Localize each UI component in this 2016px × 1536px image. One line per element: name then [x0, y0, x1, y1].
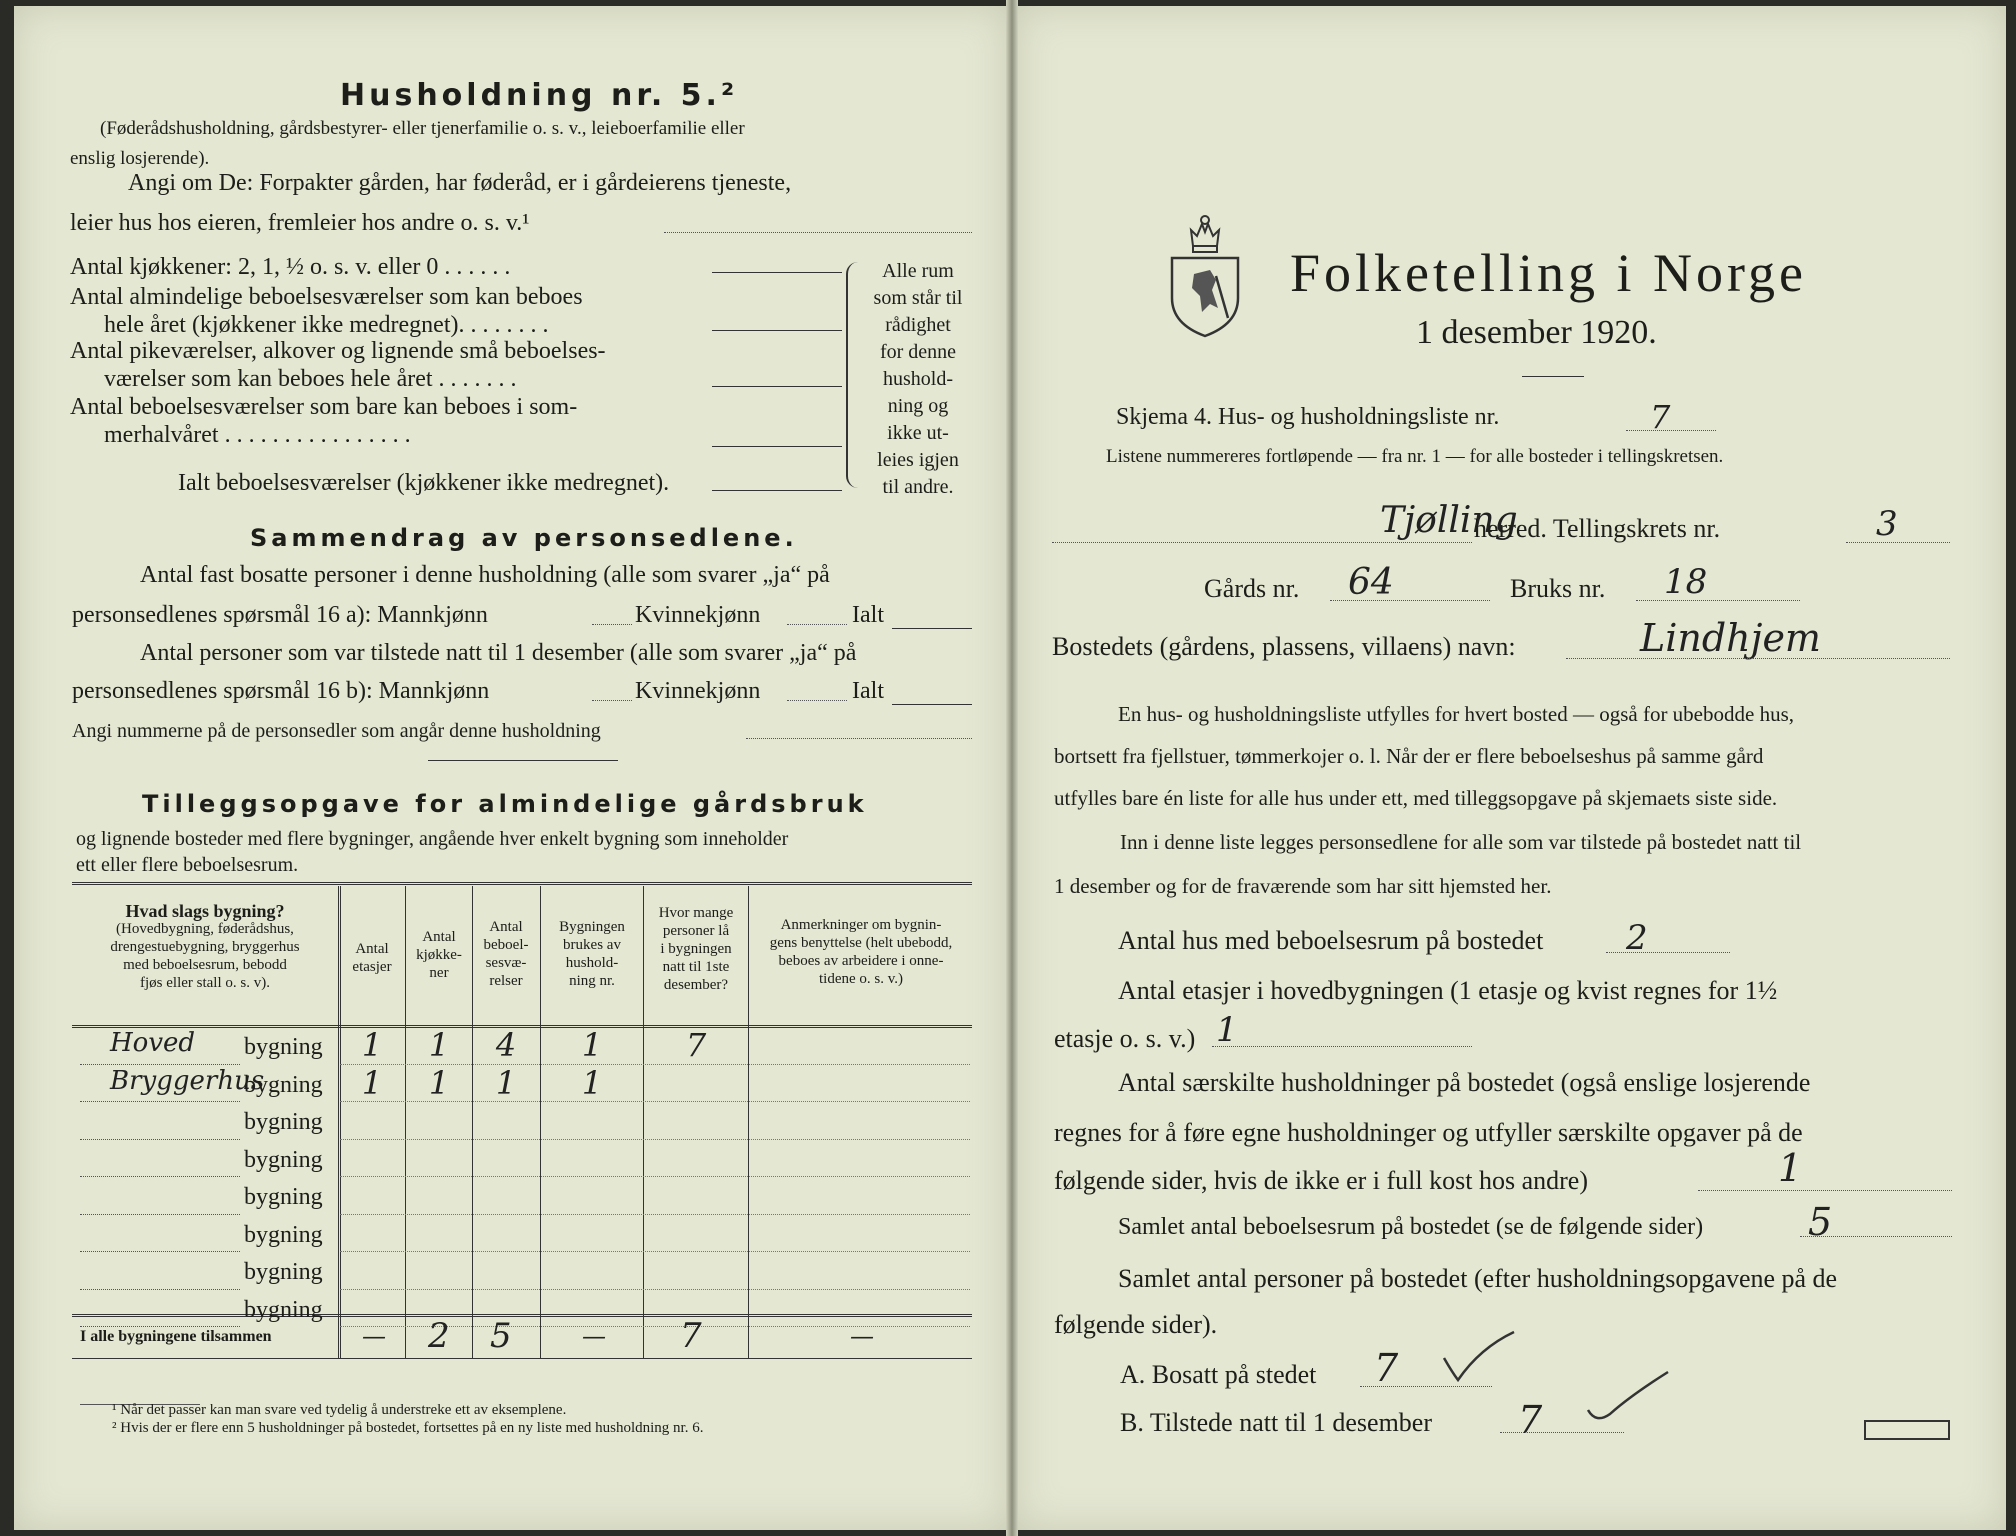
building-name-line	[80, 1251, 240, 1252]
col-header-line: etasjer	[352, 959, 392, 975]
bygning-label: bygning	[244, 1184, 323, 1210]
bygning-label: bygning	[244, 1109, 323, 1135]
para1-line1: En hus- og husholdningsliste utfylles for hvert bosted — også for ubebodde hus,	[1118, 702, 1794, 726]
alm-line1: Antal almindelige beboelsesværelser som kan beboes	[70, 284, 583, 310]
bruks-line	[1636, 600, 1800, 601]
brace-note-line: ikke ut-	[887, 422, 949, 444]
total-personer: 7	[680, 1316, 702, 1356]
household-subtitle-line2: enslig losjerende).	[70, 148, 210, 169]
building-name-line	[80, 1326, 240, 1327]
col-header-line: Bygningen	[559, 919, 625, 935]
skjema-nr-line	[1626, 430, 1716, 431]
total-anmerkninger: —	[850, 1322, 874, 1350]
kjokken-line: Antal kjøkkener: 2, 1, ½ o. s. v. eller 0 . . . . . .	[70, 254, 511, 280]
bygning-label: bygning	[244, 1146, 323, 1173]
col-header-line: personer lå	[662, 923, 730, 939]
col-header-line: Antal	[489, 919, 523, 935]
skjema-nr: 7	[1650, 398, 1671, 436]
sammendrag-2-line1: Antal personer som var tilstede natt til 1 desember (alle som svarer „ja“ på	[140, 640, 857, 666]
gards-nr: 64	[1348, 562, 1394, 603]
col-header-personer	[645, 904, 747, 994]
samlet-pers-line1: Samlet antal personer på bostedet (efter husholdningsopgavene på de	[1118, 1264, 1838, 1293]
building-name: Hoved	[110, 1028, 196, 1058]
col-header-line: fjøs eller stall o. s. v).	[140, 975, 270, 991]
household-title: Husholdning nr. 5.²	[340, 78, 739, 113]
col-header-line: i bygningen	[660, 941, 732, 957]
brace-note-line: for denne	[879, 341, 957, 363]
col-header-line: (Hovedbygning, føderådshus,	[116, 921, 294, 937]
s2-ialt-label: Ialt	[852, 678, 884, 704]
coat-of-arms-icon	[1166, 212, 1244, 340]
col-header-line: ner	[429, 965, 449, 981]
building-name-line	[80, 1139, 240, 1140]
census-title: Folketelling i Norge	[1290, 243, 1807, 303]
answer-line-4	[712, 446, 842, 447]
s2-kvinne-line	[787, 700, 847, 701]
bygning-label: bygning	[244, 1296, 323, 1323]
s1-ialt-label: Ialt	[852, 602, 884, 628]
page-fold	[1006, 0, 1018, 1536]
cell-kjokkener: 1	[428, 1026, 450, 1064]
nummerne-line	[746, 738, 972, 739]
bosatt-label: A. Bosatt på stedet	[1120, 1360, 1317, 1389]
col-header-kjokkener	[407, 928, 471, 982]
sammendrag-1-line2: personsedlenes spørsmål 16 a): Mannkjønn	[72, 602, 488, 628]
col-header-line: desember?	[663, 977, 729, 993]
brace-note-line: leies igjen	[877, 449, 959, 471]
col-header-line: Hvad slags bygning?	[125, 901, 285, 921]
angi-nummerne: Angi nummerne på de personsedler som angår denne husholdning	[72, 720, 601, 742]
col-header-building	[76, 902, 334, 992]
cell-vaerelser: 4	[495, 1026, 517, 1064]
hus-line	[1606, 952, 1730, 953]
row-fill-line	[340, 1101, 970, 1102]
col-header-line: tidene o. s. v.)	[818, 971, 903, 987]
row-fill-line	[340, 1139, 970, 1140]
answer-line-1	[712, 272, 842, 273]
tillegg-line1: og lignende bosteder med flere bygninger, angående hver enkelt bygning som inneholder	[76, 828, 789, 850]
printer-stamp	[1864, 1420, 1950, 1440]
tillegg-title: Tilleggsopgave for almindelige gårdsbruk	[142, 790, 868, 818]
etasjer-line2: etasje o. s. v.)	[1054, 1024, 1196, 1053]
col-header-line: Antal	[355, 941, 389, 957]
col-header-line: Hvor mange	[658, 905, 734, 921]
krets-line	[1846, 542, 1950, 543]
col-header-etasjer	[340, 940, 404, 976]
table-row	[72, 1143, 972, 1181]
col-header-line: hushold-	[565, 955, 619, 971]
sommer-line2: merhalvåret . . . . . . . . . . . . . . . .	[104, 422, 411, 448]
table-row	[72, 1255, 972, 1293]
building-name-line	[80, 1101, 240, 1102]
brace-note-line: rådighet	[885, 314, 951, 336]
samlet-pers-line2: følgende sider).	[1054, 1310, 1218, 1339]
row-fill-line	[340, 1214, 970, 1215]
bruks-nr: 18	[1664, 562, 1708, 602]
building-name-line	[80, 1289, 240, 1290]
footnote-1: ¹ Når det passer kan man svare ved tydelig å understreke ett av eksemplene.	[112, 1402, 567, 1418]
cell-vaerelser: 1	[495, 1063, 517, 1102]
etasjer-fill-line	[1212, 1046, 1472, 1047]
answer-line-5	[712, 490, 842, 491]
bygning-label: bygning	[244, 1034, 323, 1060]
saerskilte-value: 1	[1778, 1146, 1803, 1190]
bosted-label: Bostedets (gårdens, plassens, villaens) navn:	[1052, 632, 1516, 661]
household-subtitle-line1: (Føderådshusholdning, gårdsbestyrer- eller tjenerfamilie o. s. v., leieboerfamilie eller	[100, 118, 745, 139]
angi-line2: leier hus hos eieren, fremleier hos andre o. s. v.¹	[70, 210, 530, 236]
brace-note-line: ning og	[887, 395, 949, 417]
para2-line1: Inn i denne liste legges personsedlene for alle som var tilstede på bostedet natt til	[1120, 830, 1802, 854]
herred-value: Tjølling	[1380, 500, 1518, 541]
sammendrag-1-line1: Antal fast bosatte personer i denne husholdning (alle som svarer „ja“ på	[140, 562, 830, 588]
total-label: I alle bygningene tilsammen	[80, 1328, 272, 1345]
gards-line	[1330, 600, 1490, 601]
table-row	[72, 1180, 972, 1218]
cell-etasjer: 1	[361, 1026, 383, 1064]
census-date: 1 desember 1920.	[1416, 314, 1657, 351]
col-header-line: Anmerkninger om bygnin-	[780, 917, 942, 933]
bosted-line	[1566, 658, 1950, 659]
cell-husholdning: 1	[581, 1026, 603, 1064]
brace-note-line: hushold-	[883, 368, 953, 390]
table-row	[72, 1293, 972, 1331]
tilstede-value: 7	[1518, 1398, 1543, 1442]
col-header-husholdning	[542, 918, 642, 990]
bygning-label: bygning	[244, 1221, 323, 1248]
cell-etasjer: 1	[361, 1063, 383, 1102]
sammendrag-title: Sammendrag av personsedlene.	[250, 524, 798, 552]
para1-line3: utfylles bare én liste for alle hus under ett, med tilleggsopgave på skjemaets siste side.	[1054, 786, 1778, 810]
col-header-line: brukes av	[563, 937, 621, 953]
col-header-line: gens benyttelse (helt ubebodd,	[769, 935, 953, 951]
building-name-line	[80, 1214, 240, 1215]
brace-note-line: som står til	[873, 287, 963, 309]
answer-line-2	[712, 330, 842, 331]
check-mark-icon	[1440, 1328, 1520, 1388]
tilstede-label: B. Tilstede natt til 1 desember	[1120, 1408, 1432, 1437]
table-row	[72, 1105, 972, 1143]
col-header-line: drengestuebygning, bryggerhus	[110, 939, 300, 955]
saerskilte-line2: regnes for å føre egne husholdninger og utfyller særskilte opgaver på de	[1054, 1118, 1803, 1147]
para1-line2: bortsett fra fjellstuer, tømmerkojer o. l. Når der er flere beboelseshus på samme gård	[1054, 744, 1764, 768]
gards-label: Gårds nr.	[1204, 574, 1300, 603]
bygning-label: bygning	[244, 1259, 323, 1285]
col-header-line: med beboelsesrum, bebodd	[123, 957, 287, 973]
angi-line1: Angi om De: Forpakter gården, har føderåd, er i gårdeierens tjeneste,	[128, 170, 792, 196]
tilstede-line	[1500, 1432, 1624, 1433]
skjema-label: Skjema 4. Hus- og husholdningsliste nr.	[1116, 404, 1500, 430]
listene-note: Listene nummereres fortløpende — fra nr. 1 — for alle bosteder i tellingskretsen.	[1106, 446, 1724, 467]
pike-line2: værelser som kan beboes hele året . . . . . . .	[104, 366, 517, 392]
total-kjokkener: 2	[428, 1316, 450, 1356]
para2-line2: 1 desember og for de fraværende som har sitt hjemsted her.	[1054, 874, 1552, 898]
brace-note-line: til andre.	[882, 476, 954, 498]
col-header-line: natt til 1ste	[662, 959, 730, 975]
title-divider	[1522, 376, 1584, 377]
footnote-2: ² Hvis der er flere enn 5 husholdninger på bostedet, fortsettes på en ny liste med husholdning nr. 6.	[112, 1420, 704, 1436]
cell-kjokkener: 1	[428, 1063, 450, 1102]
table-bottom-rule	[72, 1358, 972, 1359]
check-mark-icon	[1584, 1370, 1674, 1430]
krets-nr: 3	[1876, 504, 1898, 544]
row-fill-line	[340, 1251, 970, 1252]
saerskilte-line3: følgende sider, hvis de ikke er i full kost hos andre)	[1054, 1166, 1588, 1195]
saerskilte-line1: Antal særskilte husholdninger på bostedet (også enslige losjerende	[1118, 1068, 1811, 1097]
s1-kvinne-line	[787, 624, 847, 625]
bruks-label: Bruks nr.	[1510, 574, 1606, 603]
cell-personer: 7	[685, 1026, 707, 1064]
total-etasjer: —	[362, 1322, 386, 1350]
sammendrag-2-line2: personsedlenes spørsmål 16 b): Mannkjønn	[72, 678, 490, 704]
etasjer-line1: Antal etasjer i hovedbygningen (1 etasje og kvist regnes for 1½	[1118, 976, 1778, 1005]
total-husholdning: —	[582, 1322, 606, 1350]
bosatt-value: 7	[1374, 1346, 1399, 1390]
col-header-anmerkninger	[750, 916, 972, 988]
brace-note	[864, 258, 972, 501]
sommer-line1: Antal beboelsesværelser som bare kan beboes i som-	[70, 394, 578, 420]
samlet-rum-line	[1800, 1236, 1952, 1237]
building-name-line	[80, 1064, 240, 1065]
alm-line2: hele året (kjøkkener ikke medregnet). . . . . . . .	[104, 312, 549, 338]
col-header-line: relser	[489, 973, 523, 989]
pike-line1: Antal pikeværelser, alkover og lignende små beboelses-	[70, 338, 606, 364]
total-vaerelser: 5	[490, 1316, 512, 1356]
s2-mann-line	[592, 700, 632, 701]
herred-label: herred. Tellingskrets nr.	[1474, 514, 1721, 543]
section-divider	[428, 760, 618, 761]
table-row	[72, 1218, 972, 1256]
s2-kvinne-label: Kvinnekjønn	[635, 678, 761, 704]
etasjer-value: 1	[1216, 1010, 1238, 1050]
brace	[846, 262, 864, 488]
cell-husholdning: 1	[581, 1063, 603, 1102]
building-name: Bryggerhus	[110, 1065, 265, 1096]
row-fill-line	[340, 1289, 970, 1290]
hus-value: 2	[1626, 918, 1648, 958]
bosted-value: Lindhjem	[1640, 616, 1821, 660]
col-header-line: ning nr.	[569, 973, 615, 989]
s1-ialt-line	[892, 628, 972, 629]
hus-label: Antal hus med beboelsesrum på bostedet	[1118, 926, 1544, 955]
angi-fill-line	[664, 232, 972, 233]
col-header-line: beboes av arbeidere i onne-	[778, 953, 944, 969]
table-top-rule	[72, 882, 972, 885]
s2-ialt-line	[892, 704, 972, 705]
answer-line-3	[712, 386, 842, 387]
building-name-line	[80, 1176, 240, 1177]
col-header-line: beboel-	[483, 937, 529, 953]
ialt-line: Ialt beboelsesværelser (kjøkkener ikke medregnet).	[178, 470, 670, 496]
col-header-line: Antal	[422, 929, 456, 945]
saerskilte-fill-line	[1698, 1190, 1952, 1191]
tillegg-line2: ett eller flere beboelsesrum.	[76, 854, 299, 876]
row-fill-line	[340, 1176, 970, 1177]
s1-mann-line	[592, 624, 632, 625]
col-header-line: sesvæ-	[485, 955, 527, 971]
s1-kvinne-label: Kvinnekjønn	[635, 602, 761, 628]
samlet-rum-label: Samlet antal beboelsesrum på bostedet (se de følgende sider)	[1118, 1214, 1704, 1240]
brace-note-line: Alle rum	[882, 260, 954, 282]
col-header-line: kjøkke-	[416, 947, 462, 963]
samlet-rum-value: 5	[1808, 1200, 1833, 1244]
bygning-label: bygning	[244, 1071, 323, 1098]
col-header-vaerelser	[474, 918, 538, 990]
herred-line	[1052, 542, 1472, 543]
